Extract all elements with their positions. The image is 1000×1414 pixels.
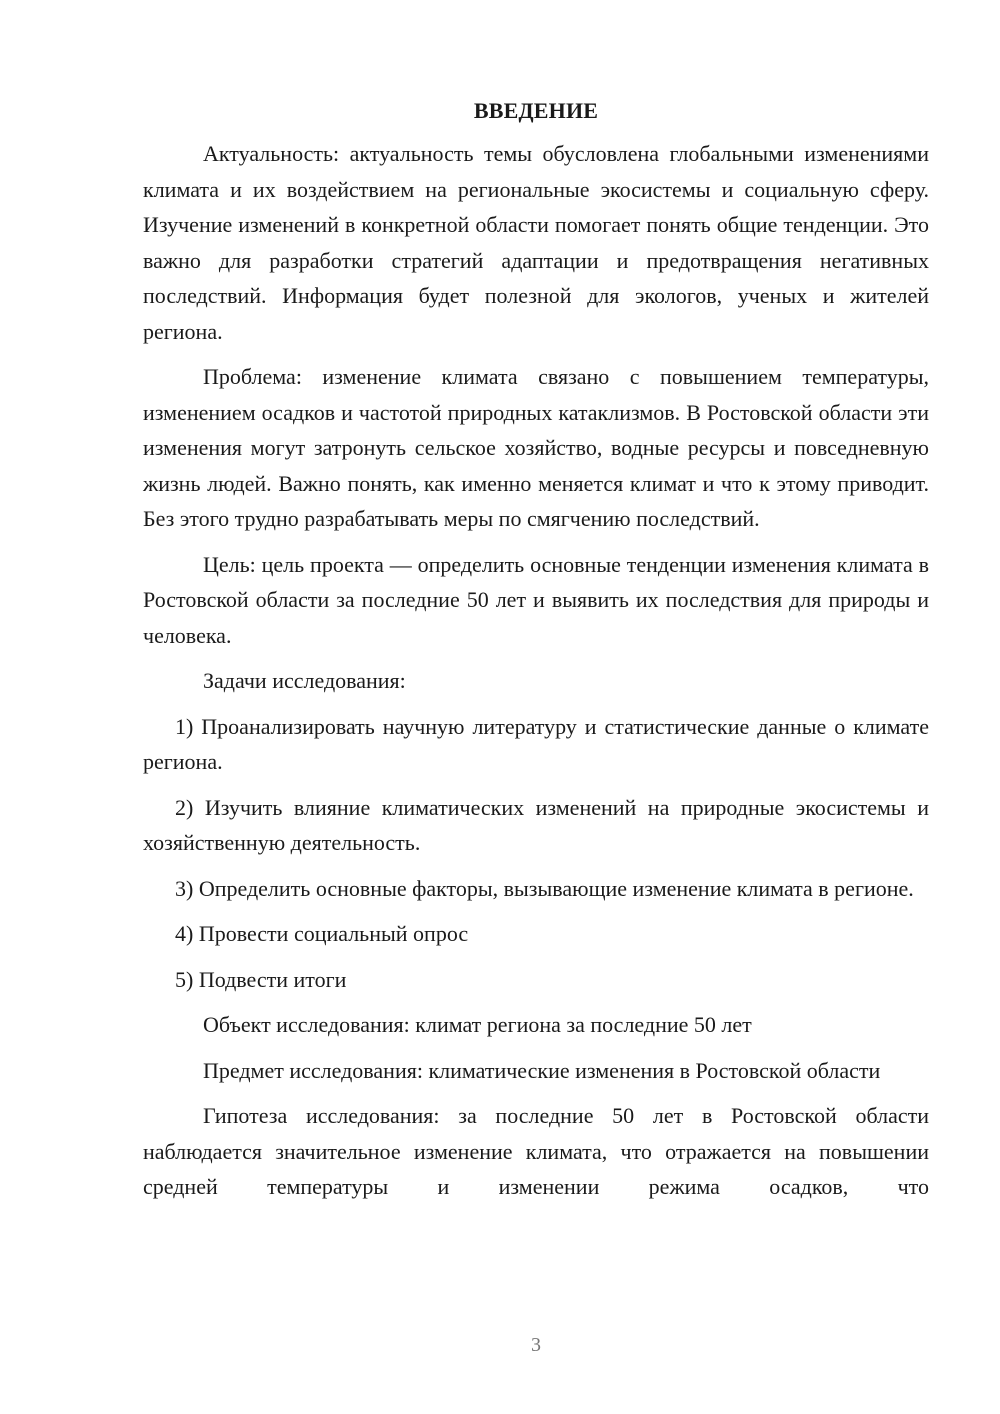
relevance-paragraph: Актуальность: актуальность темы обусловлена глобальными изменениями климата и их воздействием на региональные экосистемы и социальную сферу. Изучение изменений в конкретной области помогает понять общие тенденции. Это важно для разработки стратегий адаптации и предотвращения негативных последствий. Информация будет полезной для экологов, ученых и жителей региона. bbox=[143, 141, 929, 344]
page-number: 3 bbox=[531, 1334, 541, 1356]
subject-paragraph: Предмет исследования: климатические изменения в Ростовской области bbox=[203, 1057, 881, 1083]
task-item-3: 3) Определить основные факторы, вызывающие изменение климата в регионе. bbox=[175, 875, 914, 901]
tasks-heading: Задачи исследования: bbox=[203, 668, 406, 693]
task-item-2: 2) Изучить влияние климатических изменений на природные экосистемы и хозяйственную деятельность. bbox=[143, 794, 929, 855]
object-paragraph: Объект исследования: климат региона за последние 50 лет bbox=[203, 1012, 752, 1037]
document-page bbox=[143, 96, 929, 1215]
task-item-1: 1) Проанализировать научную литературу и статистические данные о климате региона. bbox=[143, 713, 929, 774]
task-item-4: 4) Провести социальный опрос bbox=[175, 921, 469, 946]
section-title: ВВЕДЕНИЕ bbox=[473, 98, 599, 123]
hypothesis-paragraph: Гипотеза исследования: за последние 50 лет в Ростовской области наблюдается значительное изменение климата, что отражается на повышении средней температуры и изменении режима осадков, что bbox=[143, 1103, 929, 1199]
goal-paragraph: Цель: цель проекта — определить основные тенденции изменения климата в Ростовской области за последние 50 лет и выявить их последствия для природы и человека. bbox=[143, 551, 929, 648]
problem-paragraph: Проблема: изменение климата связано с повышением температуры, изменением осадков и частотой природных катаклизмов. В Ростовской области эти изменения могут затронуть сельское хозяйство, водные ресурсы и повседневную жизнь людей. Важно понять, как именно меняется климат и что к этому приводит. Без этого трудно разрабатывать меры по смягчению последствий. bbox=[143, 364, 929, 531]
task-item-5: 5) Подвести итоги bbox=[175, 966, 347, 992]
